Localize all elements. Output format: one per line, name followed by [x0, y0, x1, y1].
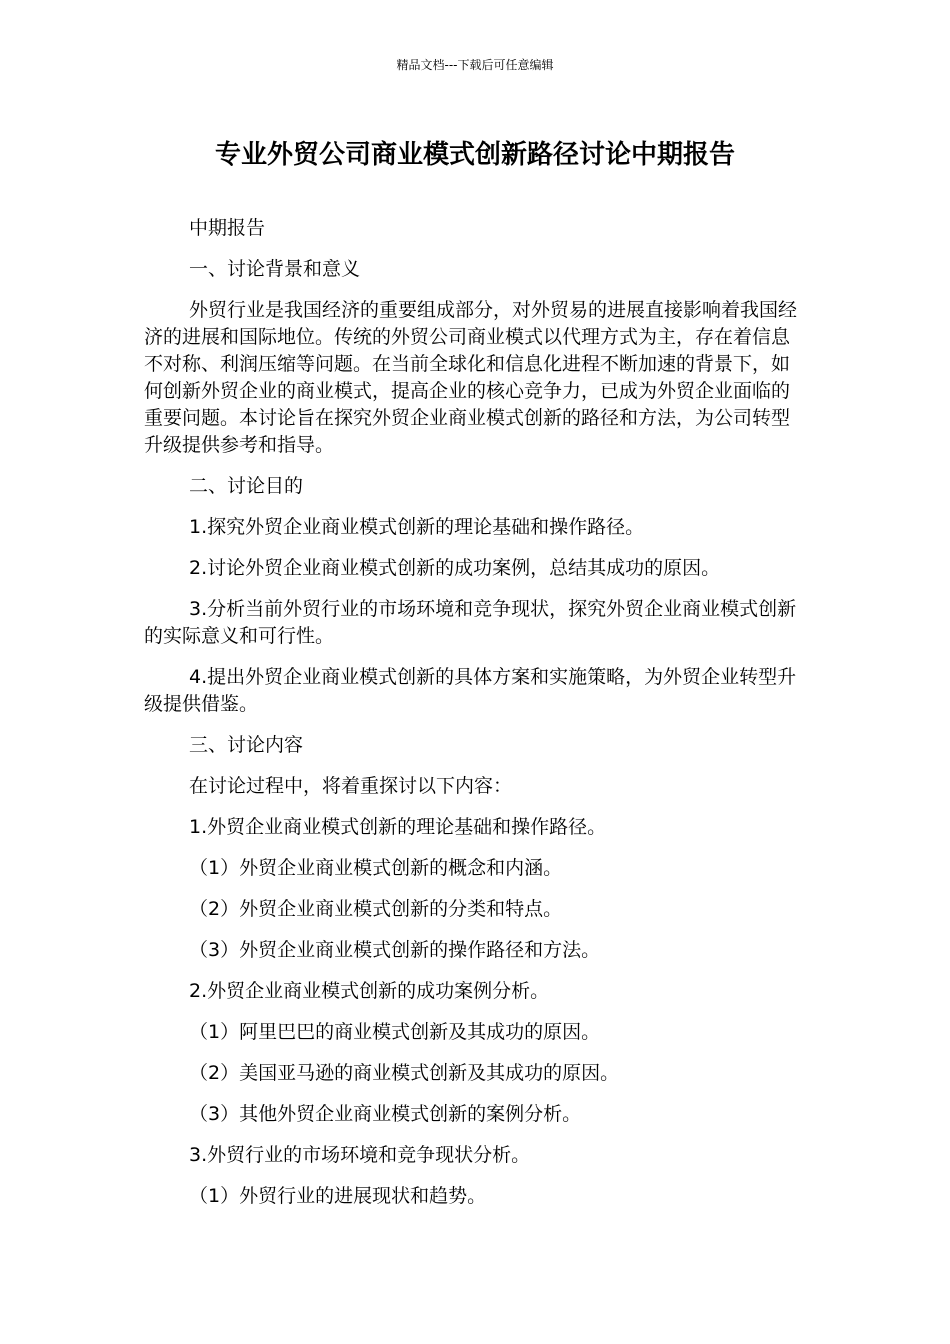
content-item: 1.外贸企业商业模式创新的理论基础和操作路径。 — [189, 816, 607, 838]
section-heading-purpose: 二、讨论目的 — [189, 475, 304, 497]
content-subitem: （1）外贸行业的进展现状和趋势。 — [189, 1185, 487, 1207]
content-item: 3.外贸行业的市场环境和竞争现状分析。 — [189, 1144, 531, 1166]
content-subitem: （1）外贸企业商业模式创新的概念和内涵。 — [189, 857, 563, 879]
paragraph-background: 外贸行业是我国经济的重要组成部分，对外贸易的进展直接影响着我国经济的进展和国际地位。传统的外贸公司商业模式以代理方式为主，存在着信息不对称、利润压缩等问题。在当前全球化和信息化进程不断加速的背景下，如何创新外贸企业的商业模式，提高企业的核心竞争力，已成为外贸企业面临的重要问题。本讨论旨在探究外贸企业商业模式创新的路径和方法，为公司转型升级提供参考和指导。 — [144, 299, 798, 456]
content-subitem: （2）外贸企业商业模式创新的分类和特点。 — [189, 898, 563, 920]
content-item: 2.外贸企业商业模式创新的成功案例分析。 — [189, 980, 550, 1002]
purpose-item: 4.提出外贸企业商业模式创新的具体方案和实施策略，为外贸企业转型升级提供借鉴。 — [144, 666, 797, 715]
content-subitem: （2）美国亚马逊的商业模式创新及其成功的原因。 — [189, 1062, 620, 1084]
content-subitem: （3）外贸企业商业模式创新的操作路径和方法。 — [189, 939, 601, 961]
content-subitem: （1）阿里巴巴的商业模式创新及其成功的原因。 — [189, 1021, 601, 1043]
purpose-item: 1.探究外贸企业商业模式创新的理论基础和操作路径。 — [189, 516, 645, 538]
content-subitem: （3）其他外贸企业商业模式创新的案例分析。 — [189, 1103, 582, 1125]
content-intro: 在讨论过程中，将着重探讨以下内容： — [189, 775, 513, 797]
purpose-item: 2.讨论外贸企业商业模式创新的成功案例，总结其成功的原因。 — [189, 557, 721, 579]
document-body — [144, 215, 804, 1224]
section-label: 中期报告 — [189, 217, 266, 239]
purpose-item: 3.分析当前外贸行业的市场环境和竞争现状，探究外贸企业商业模式创新的实际意义和可行性。 — [144, 598, 797, 647]
section-heading-background: 一、讨论背景和意义 — [189, 258, 361, 280]
section-heading-content: 三、讨论内容 — [189, 734, 304, 756]
document-title: 专业外贸公司商业模式创新路径讨论中期报告 — [214, 140, 735, 170]
header-note: 精品文档---下载后可任意编辑 — [396, 58, 554, 72]
